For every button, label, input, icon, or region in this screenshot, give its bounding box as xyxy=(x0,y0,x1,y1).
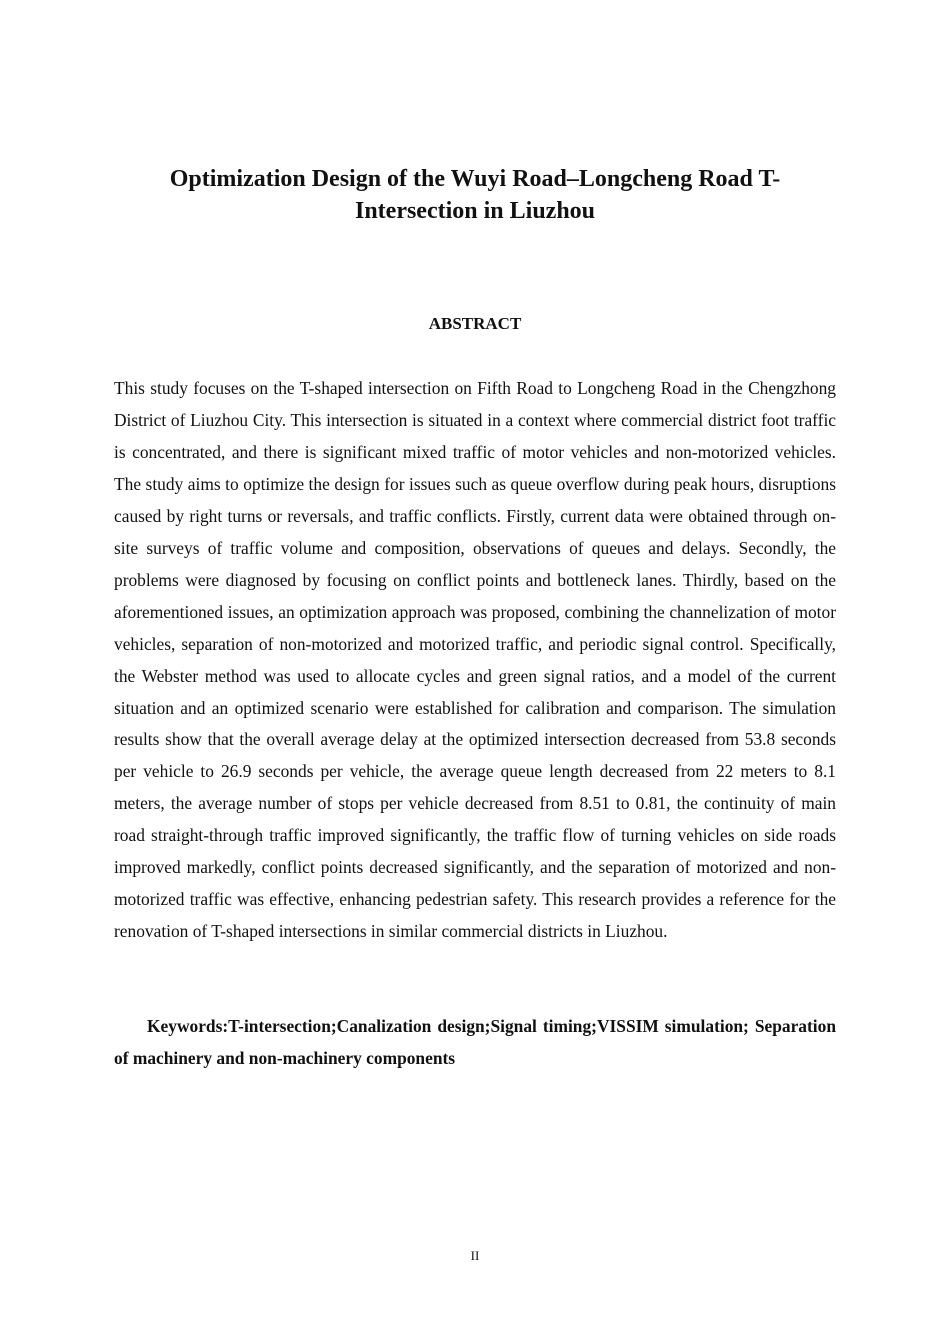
abstract-body: This study focuses on the T-shaped intersection on Fifth Road to Longcheng Road in the Chengzhong District of Liuzhou City. This intersection is situated in a context where commercial district foot traffic is concentrated, and there is significant mixed traffic of motor vehicles and non-motorized vehicles. The study aims to optimize the design for issues such as queue overflow during peak hours, disruptions caused by right turns or reversals, and traffic conflicts. Firstly, current data were obtained through on-site surveys of traffic volume and composition, observations of queues and delays. Secondly, the problems were diagnosed by focusing on conflict points and bottleneck lanes. Thirdly, based on the aforementioned issues, an optimization approach was proposed, combining the channelization of motor vehicles, separation of non-motorized and motorized traffic, and periodic signal control. Specifically, the Webster method was used to allocate cycles and green signal ratios, and a model of the current situation and an optimized scenario were established for calibration and comparison. The simulation results show that the overall average delay at the optimized intersection decreased from 53.8 seconds per vehicle to 26.9 seconds per vehicle, the average queue length decreased from 22 meters to 8.1 meters, the average number of stops per vehicle decreased from 8.51 to 0.81, the continuity of main road straight-through traffic improved significantly, the traffic flow of turning vehicles on side roads improved markedly, conflict points decreased significantly, and the separation of motorized and non-motorized traffic was effective, enhancing pedestrian safety. This research provides a reference for the renovation of T-shaped intersections in similar commercial districts in Liuzhou. xyxy=(114,378,836,942)
abstract-heading: ABSTRACT xyxy=(428,314,522,333)
page-number: II xyxy=(470,1248,480,1263)
keywords: Keywords:T-intersection;Canalization design;Signal timing;VISSIM simulation; Separation of machinery and non-machinery components xyxy=(114,1016,836,1068)
document-title: Optimization Design of the Wuyi Road–Longcheng Road T-Intersection in Liuzhou xyxy=(169,166,781,224)
